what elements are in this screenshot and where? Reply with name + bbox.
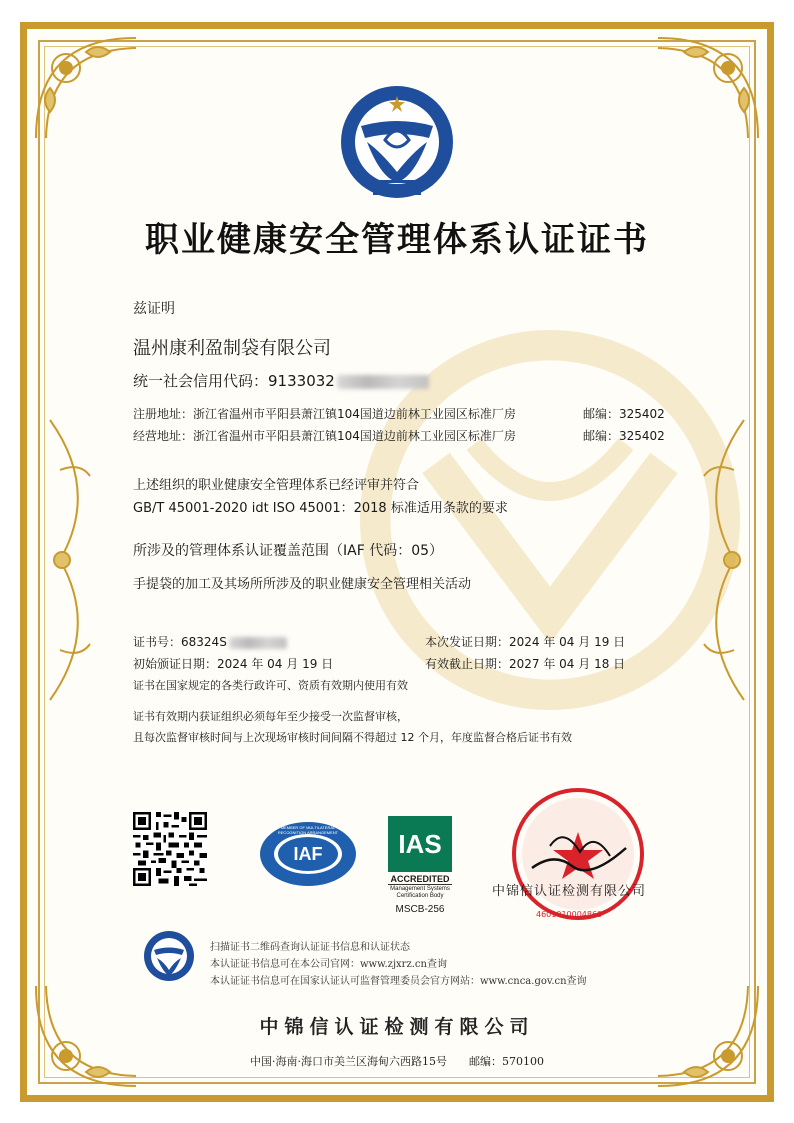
- certificate-number-label: 证书号：: [133, 635, 182, 649]
- company-name: 温州康利盈制袋有限公司: [133, 338, 331, 359]
- seal-company-name: 中锦信认证检测有限公司: [492, 884, 647, 899]
- ias-sub-2: Certification Body: [396, 893, 444, 899]
- certificate-number-value: 68324S: [181, 635, 227, 649]
- ias-mark: [388, 816, 452, 918]
- certificate-number: [133, 633, 287, 650]
- statement-line-2: GB/T 45001-2020 idt ISO 45001：2018 标准适用条款的要求: [133, 501, 508, 516]
- initial-date: 初始颁证日期：2024 年 04 月 19 日: [133, 657, 334, 671]
- statement-line-1: 上述组织的职业健康安全管理体系已经评审并符合: [133, 478, 420, 493]
- iaf-label: IAF: [293, 844, 323, 864]
- scope-heading: 所涉及的管理体系认证覆盖范围（IAF 代码：05）: [133, 543, 444, 559]
- credit-code-label: 统一社会信用代码：: [133, 372, 269, 390]
- certify-label: 兹证明: [133, 301, 175, 317]
- redacted-block: [337, 375, 429, 389]
- company-seal-icon: [510, 786, 646, 922]
- certificate-title: 职业健康安全管理体系认证证书: [145, 220, 649, 260]
- qr-code-icon[interactable]: [133, 812, 207, 886]
- ias-label: IAS: [388, 816, 452, 872]
- business-address: 经营地址：浙江省温州市平阳县萧江镇104国道边前林工业园区标准厂房: [133, 429, 516, 443]
- credit-code: [133, 370, 429, 391]
- registered-postcode: 邮编：325402: [583, 407, 665, 421]
- business-postcode: 邮编：325402: [583, 429, 665, 443]
- footer-logo-icon: [142, 928, 196, 984]
- redacted-block: [229, 637, 287, 649]
- surveillance-line-2: 且每次监督审核时间与上次现场审核时间间隔不得超过 12 个月，年度监督合格后证书有效: [133, 731, 572, 744]
- validity-note: 证书在国家规定的各类行政许可、资质有效期内使用有效: [133, 679, 408, 692]
- certification-body-logo-icon: [333, 82, 461, 204]
- ias-sub-1: Management Systems: [390, 886, 450, 892]
- registered-address: 注册地址：浙江省温州市平阳县萧江镇104国道边前林工业园区标准厂房: [133, 407, 516, 421]
- issuer-address: 中国·海南·海口市美兰区海甸六西路15号 邮编：570100: [250, 1055, 544, 1068]
- query-line-3: 本认证证书信息可在国家认证认可监督管理委员会官方网站：www.cnca.gov.cn查询: [210, 976, 587, 987]
- credit-code-value: 9133032: [268, 372, 335, 390]
- query-line-1: 扫描证书二维码查询认证证书信息和认证状态: [210, 942, 410, 953]
- ias-accredited: ACCREDITED: [388, 874, 452, 885]
- iaf-mark: [258, 820, 358, 888]
- side-ornament-left: [40, 410, 110, 710]
- corner-ornament-top-left: [26, 28, 146, 148]
- expiry-date: 有效截止日期：2027 年 04 月 18 日: [425, 657, 626, 671]
- corner-ornament-top-right: [648, 28, 768, 148]
- iaf-ring-text: MEMBER OF MULTILATERAL RECOGNITION ARRANGEMENT: [277, 825, 339, 835]
- ias-code: MSCB-256: [395, 904, 445, 915]
- issue-date: 本次发证日期：2024 年 04 月 19 日: [425, 635, 626, 649]
- seal-number: 4601010004869: [536, 910, 603, 919]
- surveillance-line-1: 证书有效期内获证组织必须每年至少接受一次监督审核，: [133, 710, 408, 723]
- issuer-name: 中锦信认证检测有限公司: [259, 1016, 535, 1038]
- scope-text: 手提袋的加工及其场所所涉及的职业健康安全管理相关活动: [133, 577, 472, 592]
- query-line-2: 本认证证书信息可在本公司官网：www.zjxrz.cn查询: [210, 959, 447, 970]
